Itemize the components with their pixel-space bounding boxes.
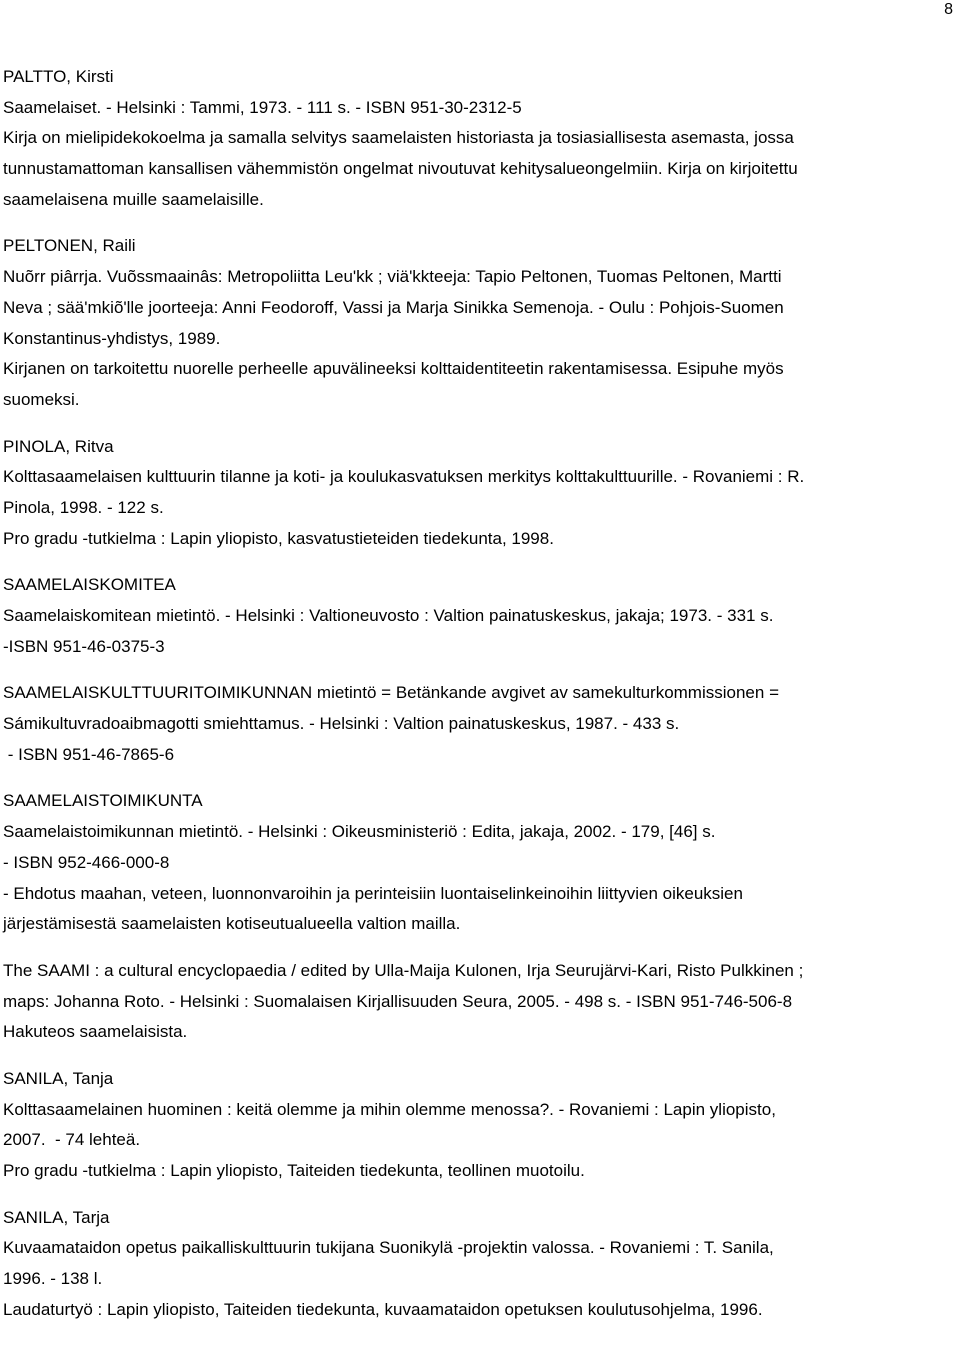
- bibliography-entry: [3, 786, 955, 939]
- entry-line: Saamelaiskomitean mietintö. - Helsinki : Valtioneuvosto : Valtion painatuskeskus, jakaja; 1973. - 331 s.: [3, 606, 774, 625]
- entry-line: Pinola, 1998. - 122 s.: [3, 497, 164, 517]
- entry-author: SANILA, Tanja: [3, 1068, 114, 1088]
- entry-line: saamelaisena muille saamelaisille.: [3, 189, 264, 209]
- entry-line: maps: Johanna Roto. - Helsinki : Suomalaisen Kirjallisuuden Seura, 2005. - 498 s. - ISBN 951-746-506-8: [3, 991, 793, 1011]
- entry-line: Konstantinus-yhdistys, 1989.: [3, 328, 221, 348]
- entry-line: Nuõrr piârrja. Vuõssmaainâs: Metropoliitta Leu'kk ; viä'kkteeja: Tapio Peltonen, Tuomas Peltonen, Martti: [3, 267, 782, 287]
- entry-line: Saamelaistoimikunnan mietintö. - Helsinki : Oikeusministeriö : Edita, jakaja, 2002. - 179, [46] s.: [3, 822, 716, 842]
- entry-line: Pro gradu -tutkielma : Lapin yliopisto, kasvatustieteiden tiedekunta, 1998.: [3, 528, 554, 548]
- entry-line: Kolttasaamelainen huominen : keitä olemme ja mihin olemme menossa?. - Rovaniemi : Lapin yliopisto,: [3, 1099, 776, 1119]
- entry-line: Neva ; sää'mkiõ'lle joorteeja: Anni Feodoroff, Vassi ja Marja Sinikka Semenoja. - Oulu : Pohjois-Suomen: [3, 297, 784, 317]
- entry-author: PALTTO, Kirsti: [3, 67, 114, 86]
- bibliography-entry: [3, 62, 955, 215]
- entry-author: SAAMELAISTOIMIKUNTA: [3, 791, 203, 811]
- bibliography-entry: [3, 231, 955, 415]
- page-number: 8: [944, 1, 953, 18]
- entry-line: tunnustamattoman kansallisen vähemmistön ongelmat nivoutuvat kehitysalueongelmiin. Kirja on kirjoitettu: [3, 159, 798, 179]
- bibliography-entry: [3, 1203, 955, 1326]
- bibliography-entry: [3, 956, 955, 1048]
- entry-line: - ISBN 952-466-000-8: [3, 852, 170, 872]
- entry-line: - ISBN 951-46-7865-6: [3, 744, 175, 764]
- entry-line: Laudaturtyö : Lapin yliopisto, Taiteiden tiedekunta, kuvaamataidon opetuksen koulutusohjelma, 1996.: [3, 1299, 763, 1319]
- entry-line: Pro gradu -tutkielma : Lapin yliopisto, Taiteiden tiedekunta, teollinen muotoilu.: [3, 1161, 585, 1180]
- entry-author: SANILA, Tarja: [3, 1207, 110, 1227]
- entry-line: Kirja on mielipidekokoelma ja samalla selvitys saamelaisten historiasta ja tosiasiallisesta asemasta, jossa: [3, 128, 794, 148]
- bibliography-entry: [3, 1064, 955, 1187]
- entry-line: Sámikultuvradoaibmagotti smiehttamus. - Helsinki : Valtion painatuskeskus, 1987. - 433 s.: [3, 714, 680, 734]
- entry-line: Kolttasaamelaisen kulttuurin tilanne ja koti- ja koulukasvatuksen merkitys kolttakulttuurille. - Rovaniemi : R.: [3, 467, 805, 487]
- entry-line: 2007. - 74 lehteä.: [3, 1130, 141, 1150]
- entry-author: SAAMELAISKOMITEA: [3, 575, 176, 595]
- entry-line: suomeksi.: [3, 389, 80, 409]
- entry-title: SAAMELAISKULTTUURITOIMIKUNNAN mietintö = Betänkande avgivet av samekulturkommissionen =: [3, 683, 779, 703]
- entry-line: järjestämisestä saamelaisten kotiseutualueella valtion mailla.: [3, 914, 461, 934]
- entry-title: The SAAMI : a cultural encyclopaedia / edited by Ulla-Maija Kulonen, Irja Seurujärvi-Kari, Risto Pulkkinen ;: [3, 960, 804, 980]
- entry-line: 1996. - 138 l.: [3, 1269, 103, 1289]
- entry-line: Saamelaiset. - Helsinki : Tammi, 1973. - 111 s. - ISBN 951-30-2312-5: [3, 97, 522, 117]
- entry-line: -ISBN 951-46-0375-3: [3, 636, 165, 656]
- bibliography-entry: [3, 432, 955, 555]
- entry-line: Kuvaamataidon opetus paikalliskulttuurin tukijana Suonikylä -projektin valossa. - Rovaniemi : T. Sanila,: [3, 1238, 774, 1258]
- entry-author: PINOLA, Ritva: [3, 436, 114, 456]
- entry-line: Kirjanen on tarkoitettu nuorelle perheelle apuvälineeksi kolttaidentiteetin rakentamisessa. Esipuhe myös: [3, 359, 784, 379]
- bibliography-list: [3, 62, 955, 1341]
- entry-line: Hakuteos saamelaisista.: [3, 1022, 188, 1042]
- bibliography-entry: [3, 678, 955, 770]
- bibliography-entry: [3, 570, 955, 662]
- entry-line: - Ehdotus maahan, veteen, luonnonvaroihin ja perinteisiin luontaiselinkeinoihin liittyvien oikeuksien: [3, 883, 743, 903]
- entry-author: PELTONEN, Raili: [3, 236, 136, 256]
